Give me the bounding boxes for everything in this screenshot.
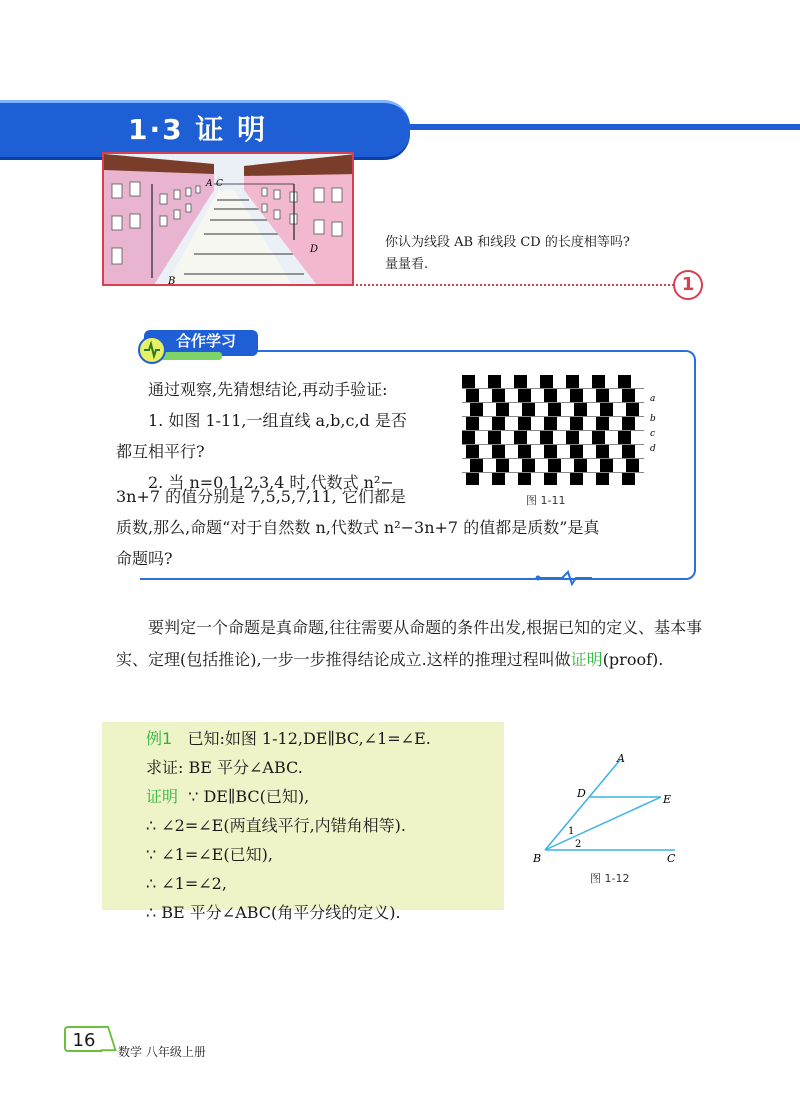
cooperative-badge-label: 合作学习 xyxy=(176,332,237,350)
cooperative-item2-b: 3n+7 的值分别是 7,5,5,7,11, 它们都是 xyxy=(116,487,406,506)
illusion-tile xyxy=(596,389,609,402)
line-label-a: a xyxy=(650,394,656,404)
illusion-tile xyxy=(626,459,639,472)
example-prove: 求证: BE 平分∠ABC. xyxy=(146,758,303,777)
illusion-tile xyxy=(596,473,609,485)
point-e: E xyxy=(663,793,672,806)
illusion-tile xyxy=(488,431,501,444)
ray-ba xyxy=(545,760,620,850)
label-a: A xyxy=(206,179,213,189)
question-text xyxy=(385,232,715,276)
illusion-tile xyxy=(470,403,483,416)
illusion-tile xyxy=(488,375,501,388)
point-a: A xyxy=(617,752,625,765)
illusion-tile xyxy=(518,417,531,430)
illusion-tile xyxy=(540,431,553,444)
illusion-tile xyxy=(466,473,479,485)
illusion-tile xyxy=(600,403,613,416)
illusion-tile xyxy=(492,445,505,458)
question-line-1: 你认为线段 AB 和线段 CD 的长度相等吗? xyxy=(385,235,630,250)
cooperative-item2-d: 命题吗? xyxy=(116,549,173,568)
street-illusion-picture xyxy=(102,152,354,286)
angle-2-label: 2 xyxy=(575,839,582,850)
illusion-tile xyxy=(496,459,509,472)
illusion-tile xyxy=(470,459,483,472)
illusion-tile xyxy=(518,445,531,458)
angle-1-label: 1 xyxy=(568,826,575,837)
illusion-tile xyxy=(548,403,561,416)
illusion-tile xyxy=(466,445,479,458)
example-label: 例1 xyxy=(146,729,173,748)
illusion-tile xyxy=(462,431,475,444)
illusion-tile xyxy=(522,403,535,416)
illusion-tile xyxy=(570,473,583,485)
proof-step-2: ∴ ∠2=∠E(两直线平行,内错角相等). xyxy=(146,816,407,835)
line-label-d: d xyxy=(650,444,656,454)
dotted-divider xyxy=(352,284,674,286)
cooperative-intro: 通过观察,先猜想结论,再动手验证: xyxy=(148,380,388,399)
title-rule xyxy=(405,124,800,130)
illusion-tile xyxy=(600,459,613,472)
proof-step-1: ∵ DE∥BC(已知), xyxy=(188,787,310,806)
illusion-tile xyxy=(566,431,579,444)
line-label-b: b xyxy=(650,414,656,424)
figure-1-12-geometry xyxy=(525,750,705,890)
illusion-tile xyxy=(596,445,609,458)
point-b: B xyxy=(533,852,542,865)
illusion-tile xyxy=(596,417,609,430)
point-d: D xyxy=(577,787,586,800)
example-1 xyxy=(146,724,526,927)
question-number-badge: 1 xyxy=(673,270,703,300)
illusion-tile xyxy=(540,375,553,388)
illusion-tile xyxy=(492,389,505,402)
illusion-tile xyxy=(592,375,605,388)
proof-label: 证明 xyxy=(146,787,179,806)
figure-1-12-caption: 图 1-12 xyxy=(590,872,630,885)
illusion-tile xyxy=(566,375,579,388)
illusion-tile xyxy=(492,473,505,485)
illusion-tile xyxy=(570,389,583,402)
proof-term: 证明 xyxy=(570,650,603,669)
question-line-2: 量量看. xyxy=(385,257,429,272)
illusion-tile xyxy=(570,445,583,458)
illusion-tile xyxy=(570,417,583,430)
cooperative-text xyxy=(116,374,446,498)
proof-step-5: ∴ BE 平分∠ABC(角平分线的定义). xyxy=(146,903,401,922)
illusion-tile xyxy=(574,403,587,416)
illusion-tile xyxy=(548,459,561,472)
page-tab-corner xyxy=(100,1026,118,1052)
proof-definition-paragraph xyxy=(116,612,716,676)
illusion-tile xyxy=(622,445,635,458)
illusion-tile xyxy=(622,473,635,485)
illusion-tile xyxy=(522,459,535,472)
section-title: 1·3 证 明 xyxy=(128,113,268,146)
example-given: 已知:如图 1-12,DE∥BC,∠1=∠E. xyxy=(187,729,431,748)
illusion-tile xyxy=(466,417,479,430)
label-c: C xyxy=(216,179,223,189)
illusion-tile xyxy=(618,375,631,388)
cooperative-item2-c: 质数,那么,命题“对于自然数 n,代数式 n²−3n+7 的值都是质数”是真 xyxy=(116,518,600,537)
book-title: 数学 八年级上册 xyxy=(118,1045,206,1059)
cooperative-item1-a: 1. 如图 1-11,一组直线 a,b,c,d 是否 xyxy=(148,411,407,430)
wave-ornament-icon xyxy=(532,568,592,588)
illusion-tile xyxy=(518,389,531,402)
line-label-c: c xyxy=(650,429,656,439)
point-c: C xyxy=(667,852,676,865)
paragraph-text: 要判定一个命题是真命题,往往需要从命题的条件出发,根据已知的定义、基本事实、定理(包括推论),一步一步推得结论成立.这样的推理过程叫做 xyxy=(116,618,703,669)
label-b: B xyxy=(168,276,176,286)
illusion-tile xyxy=(618,431,631,444)
paragraph-tail: (proof). xyxy=(602,650,664,669)
illusion-tile xyxy=(514,375,527,388)
illusion-tile xyxy=(544,389,557,402)
illusion-tile xyxy=(544,473,557,485)
illusion-tile xyxy=(622,389,635,402)
illusion-tile xyxy=(514,431,527,444)
segment-be xyxy=(545,797,661,850)
illusion-tile xyxy=(574,459,587,472)
illusion-tile xyxy=(462,375,475,388)
figure-1-11-caption: 图 1-11 xyxy=(526,494,566,507)
label-d: D xyxy=(310,244,319,255)
illusion-tile xyxy=(626,403,639,416)
proof-step-4: ∴ ∠1=∠2, xyxy=(146,874,227,893)
cooperative-item1-b: 都互相平行? xyxy=(116,442,205,461)
illusion-tile xyxy=(496,403,509,416)
illusion-tile xyxy=(544,417,557,430)
illusion-tile xyxy=(466,389,479,402)
illusion-tile xyxy=(492,417,505,430)
illusion-tile xyxy=(622,417,635,430)
page-number: 16 xyxy=(64,1026,102,1052)
illusion-tile xyxy=(592,431,605,444)
proof-step-3: ∵ ∠1=∠E(已知), xyxy=(146,845,273,864)
illusion-tile xyxy=(544,445,557,458)
cafe-wall-illusion-figure xyxy=(462,375,657,485)
cooperative-item2-a: 2. 当 n=0,1,2,3,4 时,代数式 n²− xyxy=(148,473,394,492)
street-illustration-svg xyxy=(104,154,354,286)
illusion-tile xyxy=(518,473,531,485)
